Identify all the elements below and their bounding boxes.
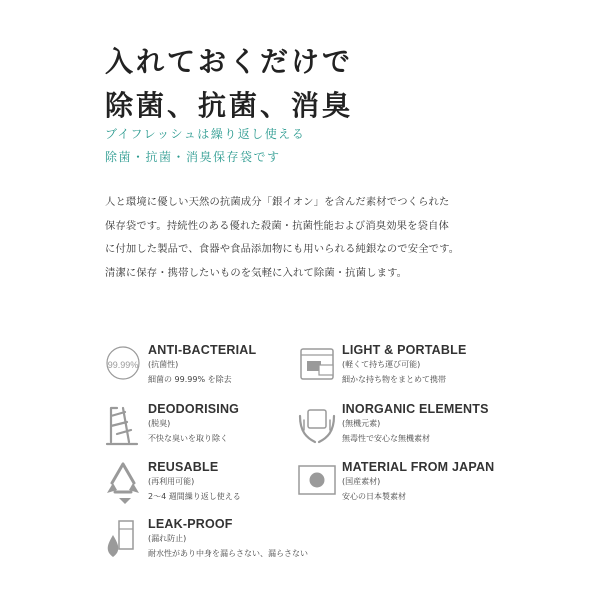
feature-light-portable <box>297 343 527 399</box>
feature-title: REUSABLE <box>148 460 219 474</box>
feature-description: 耐水性があり中身を漏らさない、漏らさない <box>148 549 308 558</box>
feature-subtitle: (再利用可能) <box>148 477 195 486</box>
headline-line-2: 除菌、抗菌、消臭 <box>105 89 354 122</box>
feature-description: 安心の日本製素材 <box>342 492 406 501</box>
feature-subtitle: (脱臭) <box>148 419 171 428</box>
feature-subtitle: (抗菌性) <box>148 360 179 369</box>
hands-icon <box>297 402 337 450</box>
feature-description: 不快な臭いを取り除く <box>148 434 228 443</box>
feature-description: 無毒性で安心な無機素材 <box>342 434 430 443</box>
feature-subtitle: (無機元素) <box>342 419 381 428</box>
feature-title: ANTI-BACTERIAL <box>148 343 257 357</box>
tagline <box>105 123 305 169</box>
japan-flag-icon <box>297 460 337 508</box>
tagline-line-1: ブイフレッシュは繰り返し使える <box>105 127 306 141</box>
feature-title: DEODORISING <box>148 402 240 416</box>
description-line-4: 清潔に保存・携帯したいものを気軽に入れて除菌・抗菌します。 <box>105 266 408 279</box>
recycle-icon <box>103 460 143 508</box>
feature-description: 細菌の 99.99% を除去 <box>148 375 232 384</box>
description-line-2: 保存袋です。持続性のある優れた殺菌・抗菌性能および消臭効果を袋自体 <box>105 219 449 232</box>
feature-subtitle: (国産素材) <box>342 477 381 486</box>
headline-line-1: 入れておくだけで <box>105 45 354 78</box>
feature-title: LEAK-PROOF <box>148 517 233 531</box>
feature-subtitle: (軽くて持ち運び可能) <box>342 360 421 369</box>
description <box>105 191 525 285</box>
deodorize-icon <box>103 402 143 450</box>
tagline-line-2: 除菌・抗菌・消臭保存袋です <box>105 150 281 164</box>
headline <box>105 40 353 128</box>
feature-description: 2～4 週間繰り返し使える <box>148 492 241 501</box>
description-line-1: 人と環境に優しい天然の抗菌成分「銀イオン」を含んだ素材でつくられた <box>105 196 450 208</box>
99-percent-icon <box>103 343 143 391</box>
feature-inorganic-elements <box>297 402 527 458</box>
99-percent-label: 99.99% <box>107 360 139 370</box>
bag-icon <box>297 343 337 391</box>
feature-title: MATERIAL FROM JAPAN <box>342 460 495 474</box>
feature-leak-proof <box>103 517 333 573</box>
feature-title: LIGHT & PORTABLE <box>342 343 467 357</box>
feature-subtitle: (漏れ防止) <box>148 534 187 543</box>
feature-title: INORGANIC ELEMENTS <box>342 402 489 416</box>
feature-material-from-japan <box>297 460 527 516</box>
description-line-3: に付加した製品で、食器や食品添加物にも用いられる純銀なので安全です。 <box>105 243 460 255</box>
droplet-icon <box>103 517 143 565</box>
feature-description: 細かな持ち物をまとめて携帯 <box>342 375 446 384</box>
